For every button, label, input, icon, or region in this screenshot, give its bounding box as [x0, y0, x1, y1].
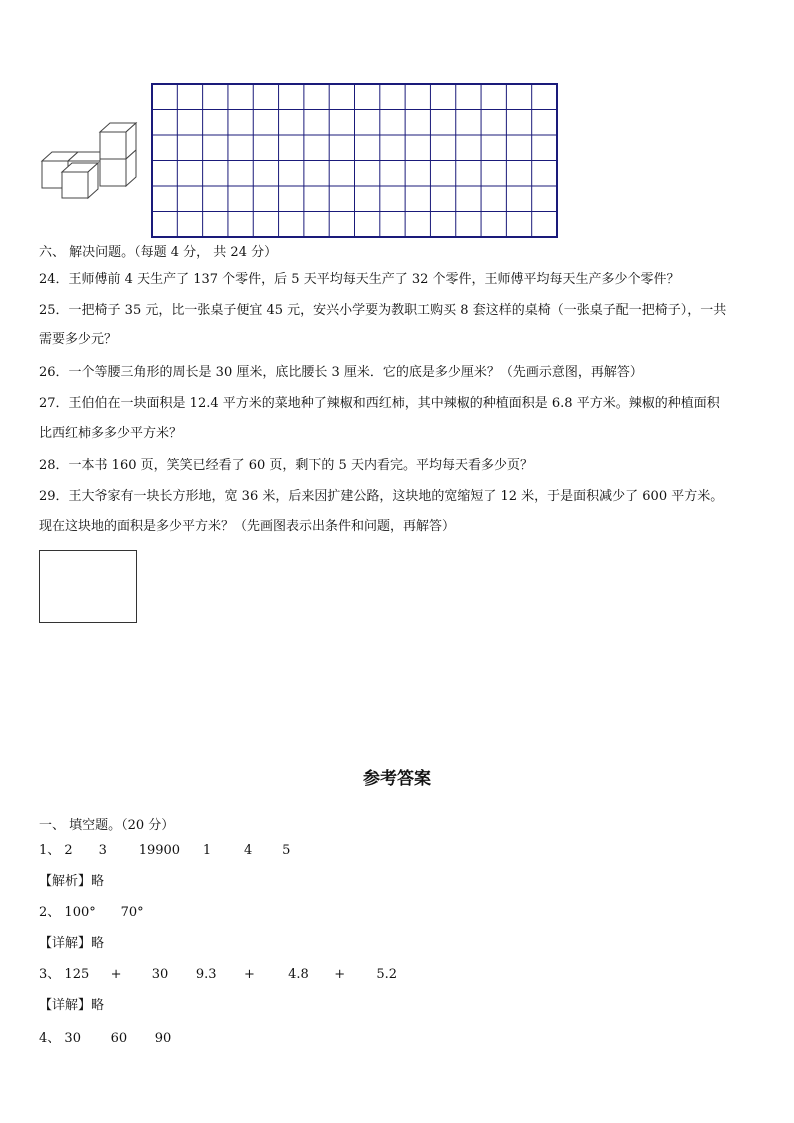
answer-value: 70°: [120, 905, 144, 920]
answer-value: 9.3: [195, 967, 217, 982]
answer-label: 2、: [39, 905, 61, 920]
answer-note: 【详解】略: [39, 936, 105, 951]
question-27-line1: 27．王伯伯在一块面积是 12.4 平方米的菜地种了辣椒和西红柿，其中辣椒的种植面积是 6.8 平方米。辣椒的种植面积: [39, 396, 720, 411]
answer-2: [39, 904, 144, 922]
answer-value: +: [110, 967, 122, 982]
answer-value: 5.2: [376, 967, 398, 982]
answer-3: [39, 966, 397, 984]
question-28: 28．一本书 160 页，笑笑已经看了 60 页，剩下的 5 天内看完。平均每天看多少页？: [39, 458, 533, 473]
cube-stack-figure: [38, 120, 148, 200]
square-grid: [150, 82, 560, 240]
answer-value: 3: [98, 843, 107, 858]
answer-value: 30: [64, 1031, 81, 1046]
question-25-line1: 25．一把椅子 35 元，比一张桌子便宜 45 元，安兴小学要为教职工购买 8 套这样的桌椅（一张桌子配一把椅子），一共: [39, 303, 727, 318]
answer-label: 4、: [39, 1031, 61, 1046]
question-24: 24．王师傅前 4 天生产了 137 个零件，后 5 天平均每天生产了 32 个零件，王师傅平均每天生产多少个零件？: [39, 272, 680, 287]
answer-4: [39, 1030, 171, 1048]
answer-value: 19900: [138, 843, 181, 858]
answer-value: 4: [243, 843, 253, 858]
answer-note: 【详解】略: [39, 998, 105, 1013]
answer-value: 30: [151, 967, 169, 982]
answer-value: 5: [282, 843, 291, 858]
question-29-line2: 现在这块地的面积是多少平方米？（先画图表示出条件和问题，再解答）: [39, 519, 456, 534]
answer-value: 90: [154, 1031, 172, 1046]
answer-label: 3、: [39, 967, 61, 982]
answer-value: 100°: [64, 905, 96, 920]
question-29-line1: 29．王大爷家有一块长方形地，宽 36 米，后来因扩建公路，这块地的宽缩短了 12 米，于是面积减少了 600 平方米。: [39, 489, 724, 504]
answer-note: 【解析】略: [39, 874, 105, 889]
answer-value: 4.8: [288, 967, 309, 982]
answer-value: 60: [110, 1031, 128, 1046]
question-26: 26．一个等腰三角形的周长是 30 厘米，底比腰长 3 厘米．它的底是多少厘米？（先画示意图，再解答）: [39, 365, 643, 380]
answer-value: +: [334, 967, 346, 982]
question-27-line2: 比西红柿多多少平方米？: [39, 426, 183, 441]
answers-title: 参考答案: [363, 769, 431, 789]
answers-section-heading: 一、 填空题。（20 分）: [39, 818, 175, 833]
answer-1: [39, 842, 290, 860]
answer-value: 125: [64, 967, 90, 982]
answer-value: 1: [202, 843, 212, 858]
question-25-line2: 需要多少元？: [39, 332, 118, 347]
answer-label: 1、: [39, 843, 61, 858]
answer-value: 2: [64, 843, 73, 858]
drawing-box[interactable]: [39, 550, 137, 623]
answer-value: +: [243, 967, 255, 982]
section-heading: 六、 解决问题。（每题 4 分， 共 24 分）: [39, 245, 278, 260]
